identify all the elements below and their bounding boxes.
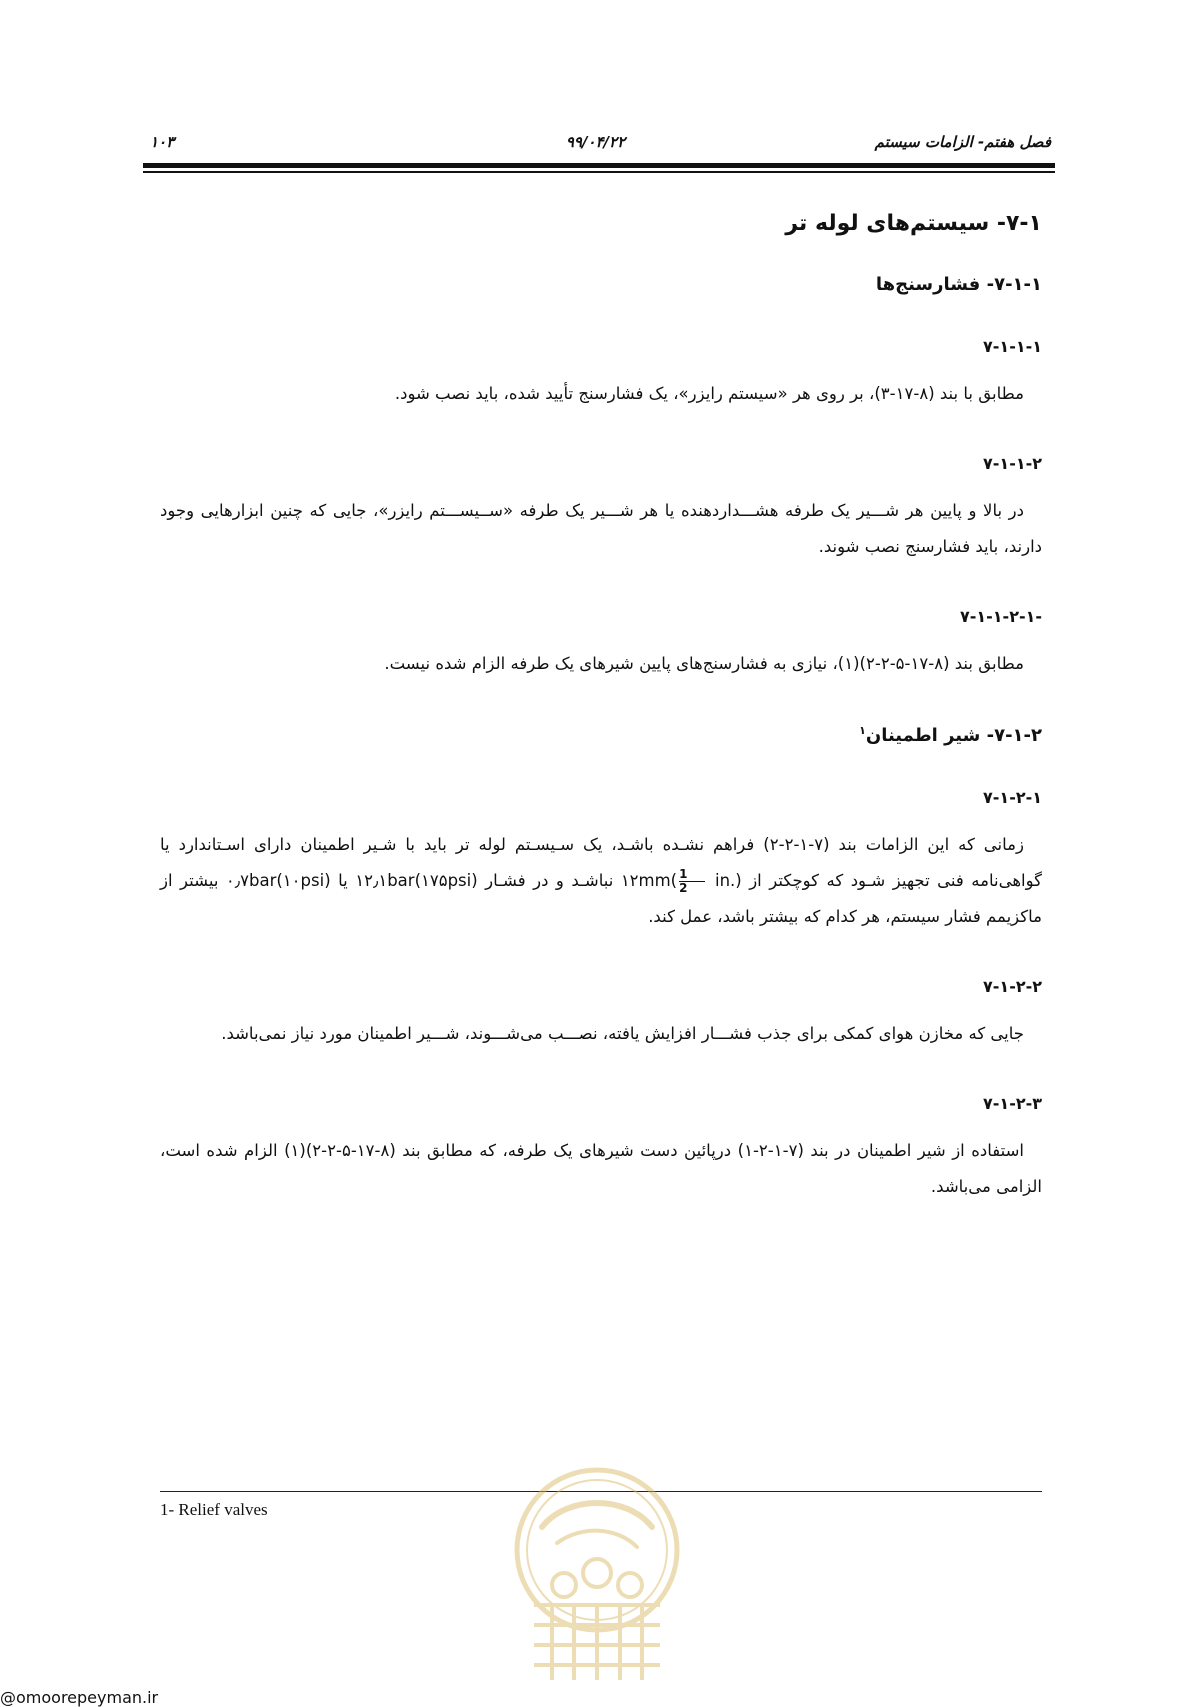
subsection-title-pressure-gauges: ۷-۱-۱- فشارسنج‌ها xyxy=(875,274,1042,295)
clause-number: ۷-۱-۱-۲-۱- xyxy=(959,607,1042,626)
header-rule-thin xyxy=(143,171,1055,173)
subsection-title-text: ۷-۱-۲- شیر اطمینان xyxy=(865,725,1042,746)
clause-number: ۷-۱-۲-۱ xyxy=(983,788,1042,807)
fraction-denominator: 2 xyxy=(679,881,688,895)
fraction xyxy=(679,868,705,895)
section-title: ۷-۱- سیستم‌های لوله تر xyxy=(785,211,1042,236)
clause-text: جایی که مخازن هوای کمکی برای جذب فشـــار افزایش یافته، نصـــب می‌شـــوند، شـــیر اطمینان مورد نیاز نمی‌باشد. xyxy=(221,1024,1024,1043)
clause-text-part: in.) نباشـد و در فشـار ۱۲٫۱bar(۱۷۵psi) یا ۰٫۷bar(۱۰psi) بیشتر از ماکزیمم فشار سیستم، هر کدام که بیشتر باشد، عمل کند. xyxy=(160,871,1042,926)
clause-text xyxy=(160,827,1042,935)
clause-text: در بالا و پایین هر شـــیر یک طرفه هشـــداردهنده یا هر شـــیر یک طرفه «ســیســـتم رایزر»، جایی که چنین ابزارهایی وجود دارند، باید فشارسنج نصب شوند. xyxy=(160,501,1042,556)
footnote-text: 1- Relief valves xyxy=(160,1500,268,1519)
running-header-chapter: فصل هفتم- الزامات سیستم xyxy=(874,133,1051,151)
page-number: ۱۰۳ xyxy=(150,133,175,151)
clause-number: ۷-۱-۱-۲ xyxy=(983,454,1042,473)
watermark-url: @omoorepeyman.ir xyxy=(0,1688,159,1707)
clause-text: مطابق با بند (۸-۱۷-۳)، بر روی هر «سیستم رایزر»، یک فشارسنج تأیید شده، باید نصب شود. xyxy=(394,384,1024,403)
clause-number: ۷-۱-۲-۲ xyxy=(983,977,1042,996)
watermark-seal-logo xyxy=(512,1465,682,1690)
header-rule-thick xyxy=(143,163,1055,168)
clause-number: ۷-۱-۱-۱ xyxy=(983,337,1042,356)
subsection-title-relief-valve xyxy=(160,724,1042,746)
clause-text-part: زمانی که این الزامات بند (۷-۱-۲-۲) فراهم نشـده باشـد، یک سـیسـتم لوله تر باید با شـیر اطمینان دارای اسـتاندارد یا گواهی‌نامه فنی تجهیز شـود که کوچکتر از ۱۲mm( xyxy=(160,835,1042,890)
page-body xyxy=(160,195,1042,1247)
clause-number: ۷-۱-۲-۳ xyxy=(983,1094,1042,1113)
fraction-numerator: 1 xyxy=(679,868,705,882)
clause-text: مطابق بند (۸-۱۷-۵-۲-۲)(۱)، نیازی به فشارسنج‌های پایین شیرهای یک طرفه الزام شده نیست. xyxy=(384,654,1024,673)
running-header-date: ۹۹/۰۴/۲۲ xyxy=(565,133,626,151)
footnote-reference: ۱ xyxy=(859,724,866,737)
clause-text: استفاده از شیر اطمینان در بند (۷-۱-۲-۱) درپائین دست شیرهای یک طرفه، که مطابق بند (۸-۱۷-۵-۲-۲)(۱) الزام شده است، الزامی می‌باشد. xyxy=(160,1141,1042,1196)
